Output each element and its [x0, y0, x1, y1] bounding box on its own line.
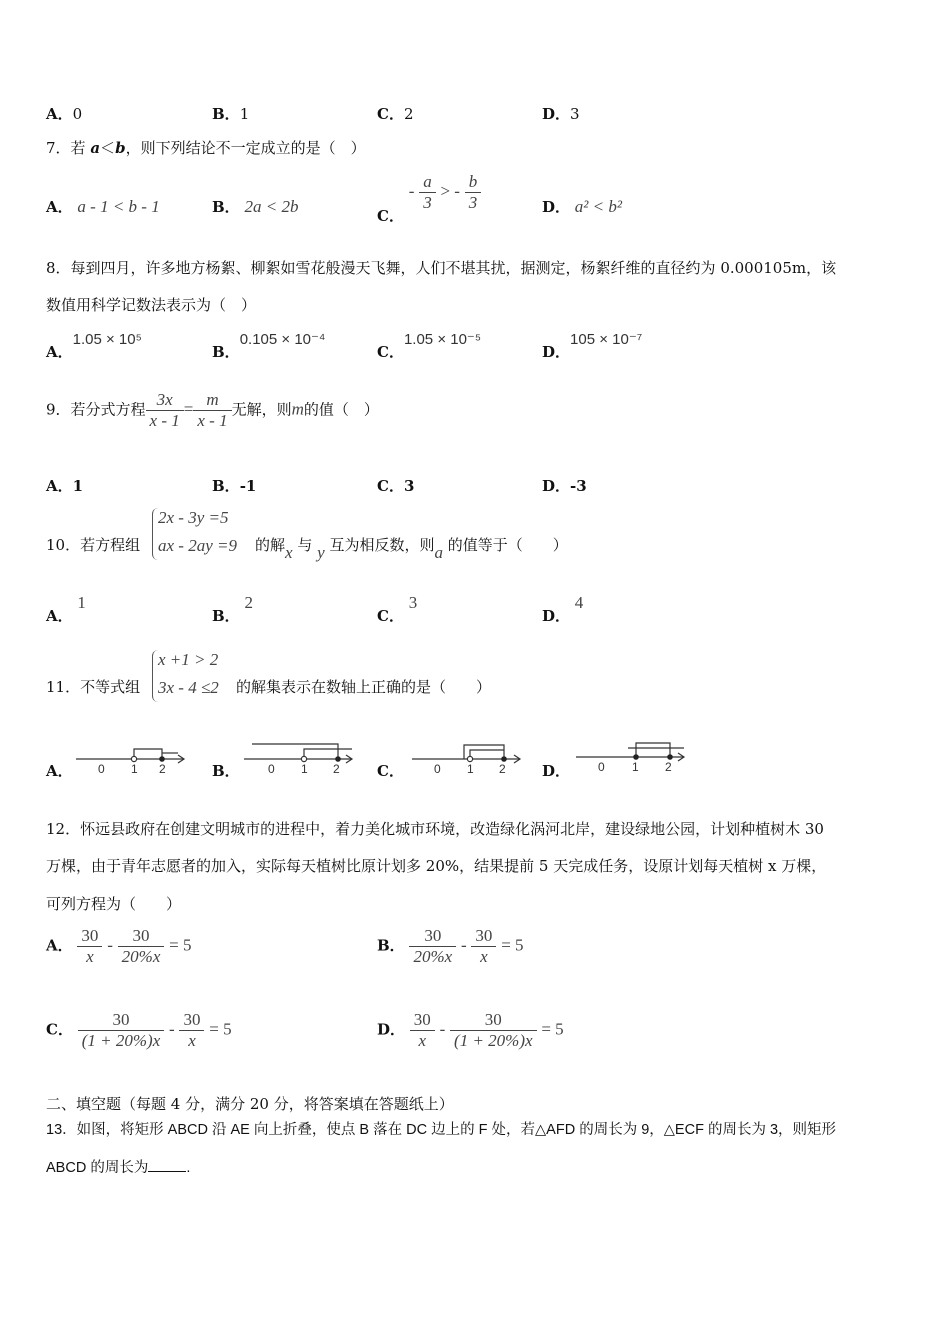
q10-option-d: D． 4	[542, 593, 584, 625]
q11-option-c-numberline	[410, 740, 530, 776]
q7-stem: 7．若 a＜b，则下列结论不一定成立的是（ ）	[46, 139, 366, 157]
q10-option-a: A． 1	[46, 593, 86, 625]
q6-option-b: B．1	[212, 105, 250, 123]
q11-eq1: x +1 > 2	[158, 650, 219, 669]
q9-option-d: D．-3	[542, 477, 587, 495]
q10-eq1: 2x - 3y =5	[158, 508, 229, 527]
q12-stem-line1: 12．怀远县政府在创建文明城市的进程中，着力美化城市环境，改造绿化涡河北岸，建设绿地公园，计划种植树木 30	[46, 820, 824, 838]
q12-option-d: D． $\frac{30}{x}$ - $\frac{30}{(1 + 20\%)x}$ = 5	[377, 1010, 564, 1050]
q11-d-tick-1: 1	[632, 760, 639, 774]
q11-stem-pre: 11．不等式组	[46, 678, 141, 696]
q11-option-b-letter: B．	[212, 762, 240, 780]
q11-option-a-letter: A．	[46, 762, 73, 780]
q11-d-tick-2: 2	[665, 760, 672, 774]
q11-c-tick-1: 1	[467, 762, 474, 776]
q10-option-c: C． 3	[377, 593, 418, 625]
q11-a-tick-1: 1	[131, 762, 138, 776]
q8-stem-line1: 8．每到四月，许多地方杨絮、柳絮如雪花般漫天飞舞，人们不堪其扰，据测定，杨絮纤维的直径约为 0.000105m，该	[46, 259, 837, 277]
q9-stem: 9．若分式方程 $\frac{3x}{x - 1}$ = $\frac{m}{x - 1}$ 无解，则m的值（ ）	[46, 390, 379, 430]
q9-option-c: C．3	[377, 477, 415, 495]
q6-option-c: C．2	[377, 105, 414, 123]
q11-option-c-letter: C．	[377, 762, 404, 780]
q8-stem-line2: 数值用科学记数法表示为（ ）	[46, 296, 257, 314]
q11-option-a-numberline	[74, 744, 194, 776]
q11-c-tick-0: 0	[434, 762, 441, 776]
q11-d-tick-0: 0	[598, 760, 605, 774]
q11-stem-post: 的解集表示在数轴上正确的是（ ）	[236, 678, 492, 696]
q9-option-b: B．-1	[212, 477, 257, 495]
q10-option-b: B． 2	[212, 593, 253, 625]
q6-option-d: D．3	[542, 105, 580, 123]
q7-option-c: C． - $\frac{a}{3}$ > - $\frac{b}{3}$	[377, 172, 481, 213]
q7-option-d: D． a² < b²	[542, 197, 622, 216]
q7-option-a: A． a - 1 < b - 1	[46, 197, 160, 216]
q11-b-tick-0: 0	[268, 762, 275, 776]
q12-option-c: C． $\frac{30}{(1 + 20\%)x}$ - $\frac{30}{x}$ = 5	[46, 1010, 232, 1050]
q13-stem-line1: 13．如图，将矩形 ABCD 沿 AE 向上折叠，使点 B 落在 DC 边上的 F 处，若△AFD 的周长为 9，△ECF 的周长为 3，则矩形	[46, 1122, 837, 1138]
q8-option-a: A．1.05 × 10⁵	[46, 331, 142, 361]
q11-c-tick-2: 2	[499, 762, 506, 776]
q8-option-b: B．0.105 × 10⁻⁴	[212, 331, 326, 361]
q12-option-a: A． $\frac{30}{x}$ - $\frac{30}{20\%x}$ = 5	[46, 926, 192, 966]
q10-stem-pre: 10．若方程组	[46, 536, 141, 554]
q6-option-a: A．0	[46, 105, 83, 123]
q8-option-d: D．105 × 10⁻⁷	[542, 331, 643, 361]
q7-option-b: B． 2a < 2b	[212, 197, 299, 216]
section-fill-in-title: 二、填空题（每题 4 分，满分 20 分，将答案填在答题纸上）	[46, 1095, 454, 1113]
q11-a-tick-2: 2	[159, 762, 166, 776]
q11-option-d-letter: D．	[542, 762, 571, 780]
q12-option-b: B． $\frac{30}{20\%x}$ - $\frac{30}{x}$ = 5	[377, 926, 524, 966]
q12-stem-line3: 可列方程为（ ）	[46, 895, 182, 913]
q11-b-tick-2: 2	[333, 762, 340, 776]
q8-option-c: C．1.05 × 10⁻⁵	[377, 331, 482, 361]
q10-eq2: ax - 2ay =9	[158, 536, 237, 555]
q11-eq2: 3x - 4 ≤2	[158, 678, 219, 697]
q11-option-b-numberline	[242, 740, 362, 776]
q13-stem-line2: ABCD 的周长为 .	[46, 1160, 191, 1176]
q9-option-a: A．1	[46, 477, 84, 495]
q11-a-tick-0: 0	[98, 762, 105, 776]
q10-stem-post: 的解x 与 y 互为相反数，则a 的值等于（ ）	[255, 536, 568, 562]
q11-option-d-numberline	[574, 736, 694, 776]
q13-answer-blank[interactable]	[148, 1171, 186, 1172]
q12-stem-line2: 万棵，由于青年志愿者的加入，实际每天植树比原计划多 20%，结果提前 5 天完成任务，设原计划每天植树 x 万棵，	[46, 857, 827, 875]
q11-b-tick-1: 1	[301, 762, 308, 776]
